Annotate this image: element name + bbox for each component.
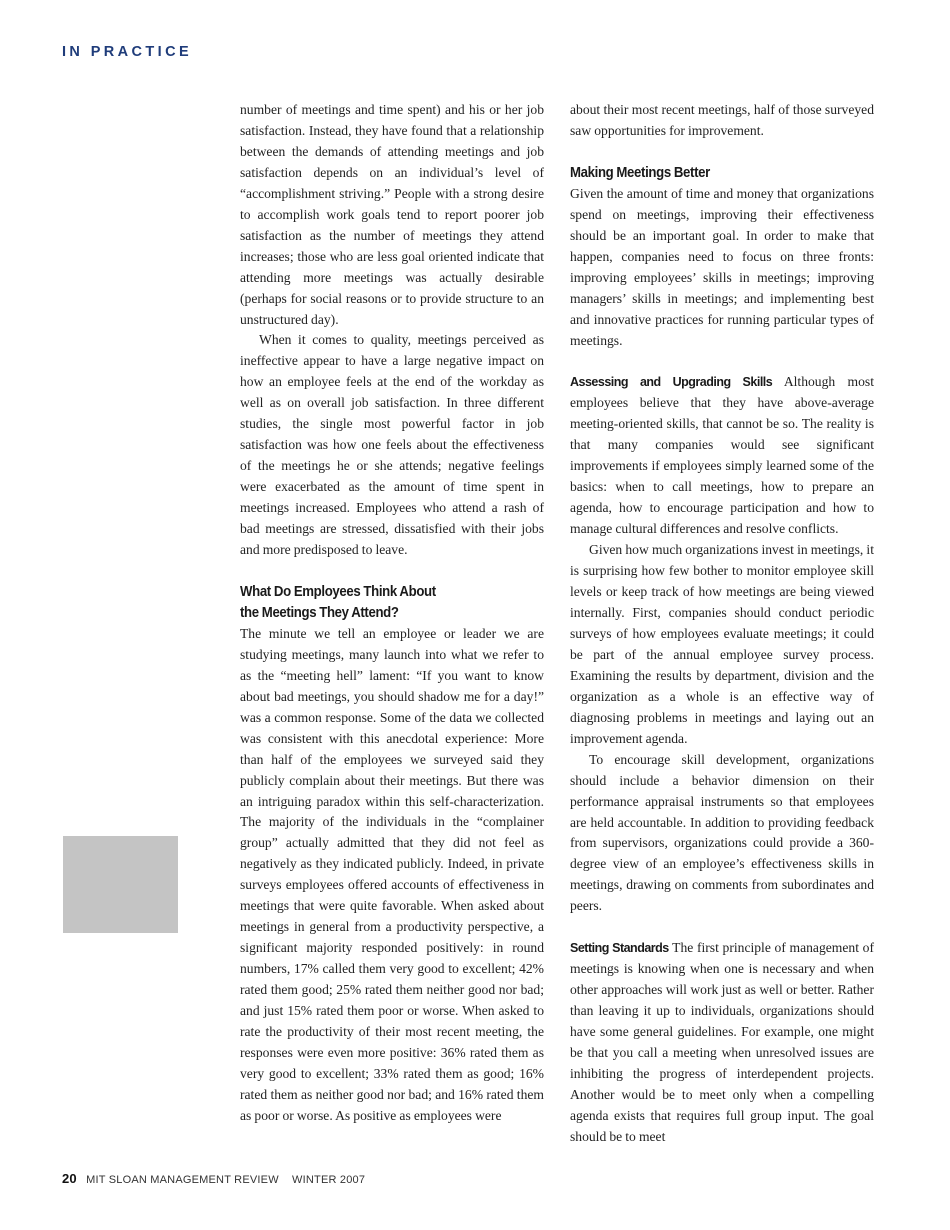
- left-column: [240, 100, 544, 1127]
- body-paragraph: about their most recent meetings, half of those surveyed saw opportunities for improvement.: [570, 102, 874, 138]
- page-footer: [62, 1171, 365, 1186]
- body-paragraph: [570, 938, 874, 1148]
- body-paragraph: The minute we tell an employee or leader we are studying meetings, many launch into what we refer to as the “meeting hell” lament: “If you want to know about bad meetings, you should shadow me for a day!” was a common response. Some of the data we collected was consistent with this anecdotal experience: More than half of the employees we surveyed said they publicly complain about their meetings. But there was an intriguing paradox within this self-characterization. The majority of the individuals in the “complainer group” actually admitted that they did not feel as negatively as they indicated publicly. Indeed, in private surveys employees offered accounts of effectiveness in meetings that were quite favorable. When asked about meetings in general from a productivity perspective, a significant majority responded positively: in round numbers, 17% called them very good to excellent; 42% rated them good; 25% rated them neither good nor bad; and just 15% rated them poor or worse. When asked to rate the productivity of their most recent meeting, the responses were even more positive: 36% rated them as very good to excellent; 33% rated them as good; 16% rated them as neither good nor bad; and 16% rated them as poor or worse. As positive as employees were: [240, 625, 544, 1123]
- issue-date: WINTER 2007: [292, 1174, 366, 1186]
- section-heading-line: What Do Employees Think About: [240, 582, 436, 600]
- body-paragraph: [570, 372, 874, 540]
- body-paragraph: number of meetings and time spent) and his or her job satisfaction. Instead, they have found that a relationship between the demands of attending meetings and job satisfaction depends on an individual’s level of “accomplishment striving.” People with a strong desire to accomplish work goals tend to report poorer job satisfaction as the number of meetings they attend increases; those who are less goal oriented indicate that attending more meetings was actually desirable (perhaps for social reasons or to provide structure to an unstructured day).: [240, 102, 544, 327]
- section-label: IN PRACTICE: [62, 44, 193, 60]
- body-paragraph: Given how much organizations invest in meetings, it is surprising how few bother to monitor employee skill levels or keep track of how meetings are being viewed internally. First, companies should conduct periodic surveys of how employees evaluate meetings; it could be part of the annual employee survey process. Examining the results by department, division and the organization as a whole is an effective way of diagnosing problems in meetings and laying out an improvement agenda.: [570, 542, 874, 746]
- paragraph-text: Although most employees believe that they have above-average meeting-oriented skills, that cannot be so. The reality is that many companies would see significant improvements if employees simply learned some of the basics: when to call meetings, how to prepare an agenda, how to encourage participation and how to manage cultural differences and resolve conflicts.: [570, 374, 874, 537]
- section-heading: Making Meetings Better: [570, 163, 710, 181]
- body-paragraph: When it comes to quality, meetings perceived as ineffective appear to have a large negative impact on how an employee feels at the end of the workday as well as on overall job satisfaction. In three different studies, the single most powerful factor in job satisfaction was how one feels about the effectiveness of the meetings he or she attends; negative feelings were exacerbated as the amount of time spent in meetings increased. Employees who attend a rash of bad meetings are stressed, dissatisfied with their jobs and more predisposed to leave.: [240, 332, 544, 558]
- page-number: 20: [62, 1171, 77, 1186]
- paragraph-text: The first principle of management of meetings is knowing when one is necessary and when other approaches will work just as well or better. Rather than leaving it up to individuals, organizations should have some general guidelines. For example, one might be that you call a meeting when unresolved issues are inhibiting the progress of interdependent projects. Another would be to meet only when a compelling agenda exists that requires full group input. The goal should be to meet: [570, 940, 874, 1144]
- run-in-heading: Assessing and Upgrading Skills: [570, 375, 773, 390]
- section-heading: [240, 582, 508, 624]
- sidebar-image-placeholder: [63, 836, 178, 933]
- run-in-heading: Setting Standards: [570, 941, 669, 956]
- body-paragraph: To encourage skill development, organizations should include a behavior dimension on their performance appraisal instruments so that employees are held accountable. In addition to providing feedback from supervisors, organizations could provide a 360-degree view of an employee’s effectiveness skills in meetings, drawing on comments from subordinates and peers.: [570, 751, 874, 914]
- publication-name: MIT SLOAN MANAGEMENT REVIEW: [86, 1174, 279, 1186]
- body-paragraph: Given the amount of time and money that organizations spend on meetings, improving their effectiveness should be an important goal. In order to make that happen, companies need to focus on three fronts: improving employees’ skills in meetings; improving managers’ skills in meetings; and implementing best and innovative practices for running particular types of meetings.: [570, 185, 874, 348]
- right-column: [570, 100, 874, 1148]
- section-heading-line: the Meetings They Attend?: [240, 603, 399, 621]
